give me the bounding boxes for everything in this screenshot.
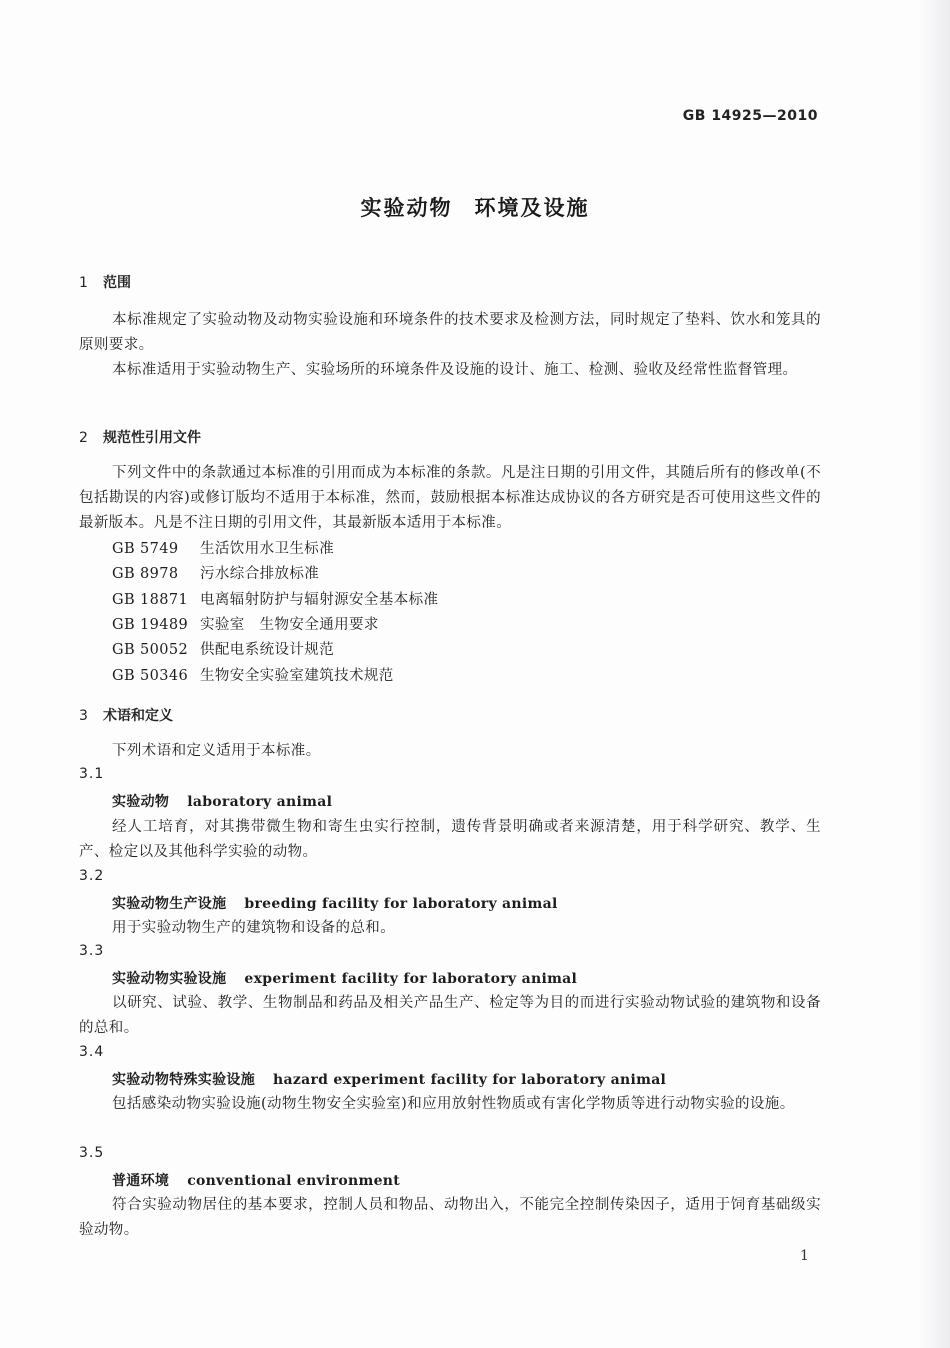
clause-number: 3.1 (79, 766, 105, 782)
term-definition: 以研究、试验、教学、生物制品和药品及相关产品生产、检定等为目的而进行实验动物试验的建筑物和设备的总和。 (79, 995, 821, 1036)
term-definition: 用于实验动物生产的建筑物和设备的总和。 (112, 920, 396, 936)
normative-references-intro: 下列文件中的条款通过本标准的引用而成为本标准的条款。凡是注日期的引用文件，其随后所有的修改单(不包括勘误的内容)或修订版均不适用于本标准，然而，鼓励根据本标准达成协议的各方研究是否可使用这些文件的最新版本。凡是不注日期的引用文件，其最新版本适用于本标准。 (79, 465, 821, 531)
clause-number: 3.5 (79, 1145, 105, 1161)
reference-item: GB 50052 供配电系统设计规范 (112, 642, 335, 658)
term-heading: 实验动物实验设施 experiment facility for laboratory animal (112, 971, 578, 987)
standard-number: GB 14925—2010 (682, 108, 818, 124)
section-heading-normative-references: 2 规范性引用文件 (79, 430, 201, 446)
clause-number: 3.4 (79, 1044, 105, 1060)
clause-number: 3.2 (79, 868, 105, 884)
term-heading: 实验动物生产设施 breeding facility for laboratory animal (112, 896, 558, 912)
reference-item: GB 50346 生物安全实验室建筑技术规范 (112, 668, 394, 684)
page-number: 1 (800, 1248, 809, 1264)
reference-item: GB 18871 电离辐射防护与辐射源安全基本标准 (112, 592, 439, 608)
title-part-1: 实验动物 (360, 196, 453, 220)
scope-paragraph-2: 本标准适用于实验动物生产、实验场所的环境条件及设施的设计、施工、检测、验收及经常性监督管理。 (112, 362, 798, 378)
reference-item: GB 19489 实验室 生物安全通用要求 (112, 617, 379, 633)
reference-item: GB 5749 生活饮用水卫生标准 (112, 541, 335, 557)
reference-item: GB 8978 污水综合排放标准 (112, 566, 320, 582)
term-heading: 实验动物特殊实验设施 hazard experiment facility for laboratory animal (112, 1072, 667, 1088)
title-part-2: 环境及设施 (474, 196, 590, 220)
term-definition: 经人工培育，对其携带微生物和寄生虫实行控制，遗传背景明确或者来源清楚，用于科学研究、教学、生产、检定以及其他科学实验的动物。 (79, 819, 821, 860)
term-heading: 普通环境 conventional environment (112, 1173, 401, 1189)
scope-paragraph-1: 本标准规定了实验动物及动物实验设施和环境条件的技术要求及检测方法，同时规定了垫料、饮水和笼具的原则要求。 (79, 312, 821, 353)
term-definition: 包括感染动物实验设施(动物生物安全实验室)和应用放射性物质或有害化学物质等进行动物实验的设施。 (112, 1096, 795, 1112)
terms-intro: 下列术语和定义适用于本标准。 (112, 743, 321, 759)
section-heading-terms: 3 术语和定义 (79, 708, 173, 724)
document-title (0, 192, 950, 222)
term-heading: 实验动物 laboratory animal (112, 794, 333, 810)
section-heading-scope: 1 范围 (79, 275, 131, 291)
clause-number: 3.3 (79, 943, 105, 959)
term-definition: 符合实验动物居住的基本要求，控制人员和物品、动物出入，不能完全控制传染因子，适用于饲育基础级实验动物。 (79, 1197, 821, 1238)
